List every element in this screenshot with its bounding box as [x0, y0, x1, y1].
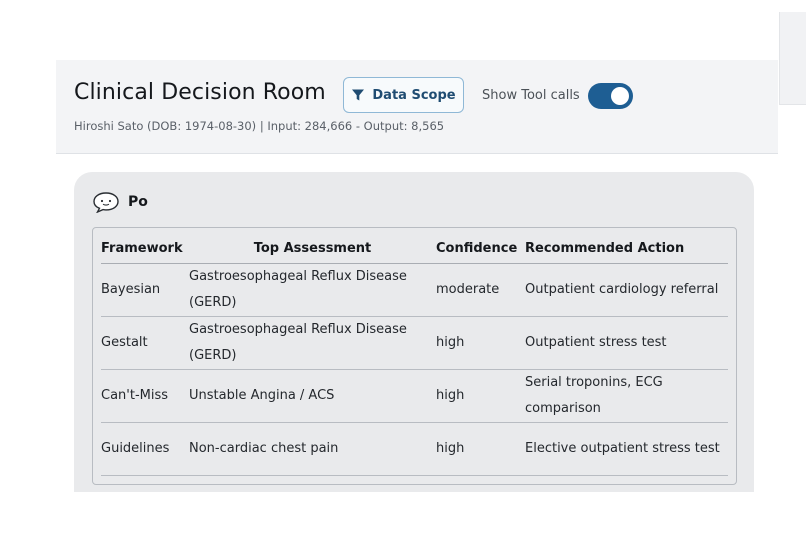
column-header: Top Assessment [189, 233, 436, 264]
table-cell: Outpatient stress test [525, 317, 728, 370]
header-bar [56, 60, 778, 154]
table-cell: Bayesian [101, 264, 189, 317]
data-scope-label: Data Scope [372, 87, 456, 103]
assessment-table-container [92, 227, 737, 485]
message-card [74, 172, 754, 492]
table-cell: Gestalt [101, 317, 189, 370]
table-cell: Guidelines [101, 423, 189, 476]
table-row [101, 264, 728, 317]
table-header-row [101, 233, 728, 264]
data-scope-button[interactable] [343, 77, 464, 113]
table-cell: high [436, 317, 525, 370]
table-cell: Gastroesophageal Reflux Disease (GERD) [189, 317, 436, 370]
show-tool-calls-toggle[interactable] [588, 83, 633, 109]
column-header: Recommended Action [525, 233, 728, 264]
table-row [101, 317, 728, 370]
side-panel [779, 12, 806, 105]
agent-name: Po [128, 194, 148, 210]
table-cell: Can't-Miss [101, 370, 189, 423]
table-cell: high [436, 370, 525, 423]
table-cell: Non-cardiac chest pain [189, 423, 436, 476]
table-cell: Gastroesophageal Reflux Disease (GERD) [189, 264, 436, 317]
filter-icon [351, 88, 365, 102]
assessment-table [101, 233, 728, 476]
message-header [92, 191, 148, 213]
column-header: Confidence [436, 233, 525, 264]
toggle-knob [611, 87, 629, 105]
table-cell: high [436, 423, 525, 476]
table-cell: Outpatient cardiology referral [525, 264, 728, 317]
show-tool-calls-label: Show Tool calls [482, 88, 580, 103]
page-title: Clinical Decision Room [74, 80, 326, 105]
table-row [101, 423, 728, 476]
table-cell: moderate [436, 264, 525, 317]
patient-usage-info: Hiroshi Sato (DOB: 1974-08-30) | Input: 284,666 - Output: 8,565 [74, 119, 445, 133]
column-header: Framework [101, 233, 189, 264]
chat-bubble-icon [92, 191, 120, 213]
table-cell: Unstable Angina / ACS [189, 370, 436, 423]
table-cell: Serial troponins, ECG comparison [525, 370, 728, 423]
table-cell: Elective outpatient stress test [525, 423, 728, 476]
table-row [101, 370, 728, 423]
